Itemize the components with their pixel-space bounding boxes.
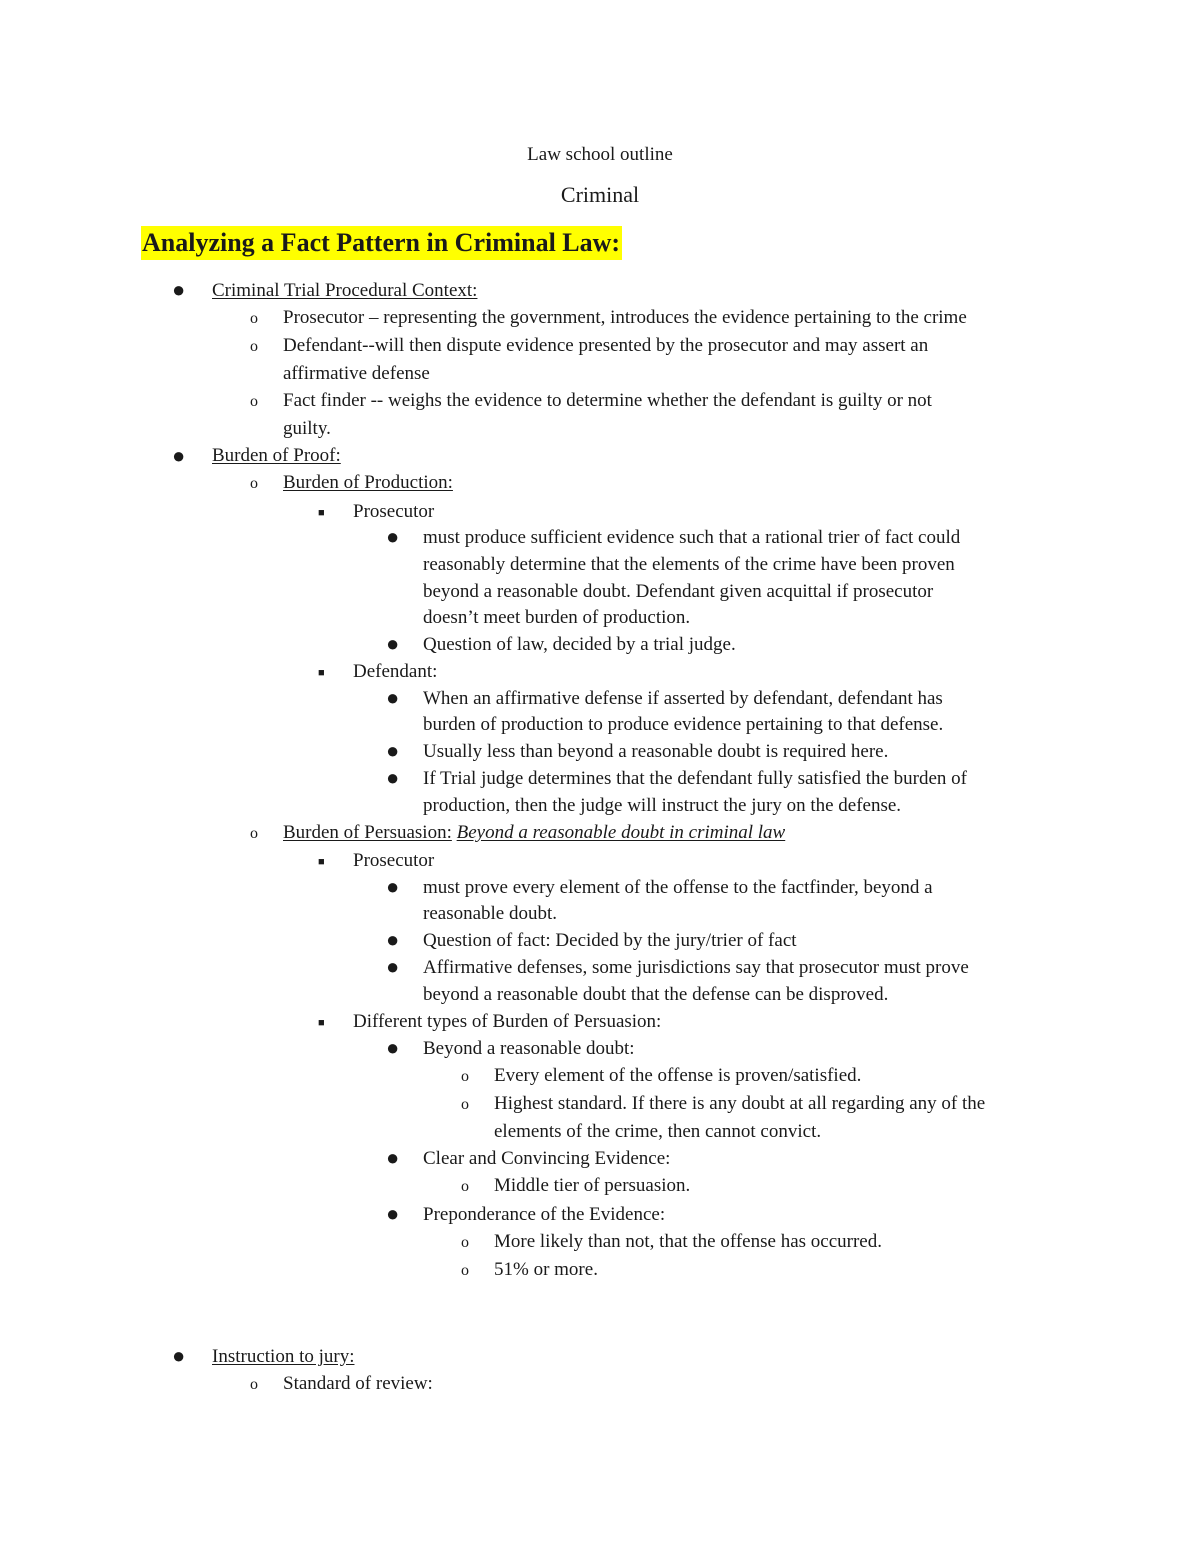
bullet-square-icon: ■ <box>318 856 325 868</box>
outline-item-burden-of-persuasion <box>283 819 785 846</box>
outline-item-affirmative-defenses-cont: beyond a reasonable doubt that the defense can be disproved. <box>423 984 889 1005</box>
bullet-dot-icon: ● <box>386 631 400 656</box>
outline-item-burden-of-proof: Burden of Proof: <box>212 445 341 466</box>
bullet-circle-icon: o <box>250 825 258 842</box>
outline-item-procedural-context: Criminal Trial Procedural Context: <box>212 280 478 301</box>
bullet-circle-icon: o <box>461 1068 469 1085</box>
bullet-dot-icon: ● <box>386 1145 400 1170</box>
outline-item-question-of-fact: Question of fact: Decided by the jury/trier of fact <box>423 930 797 951</box>
bullet-dot-icon: ● <box>386 524 400 549</box>
bullet-circle-icon: o <box>250 475 258 492</box>
persuasion-standard: Beyond a reasonable doubt in criminal law <box>456 822 786 843</box>
outline-item-prove-every-element: must prove every element of the offense to the factfinder, beyond a <box>423 877 933 898</box>
outline-item-trial-judge-cont: production, then the judge will instruct the jury on the defense. <box>423 795 902 816</box>
outline-item-production-prosecutor-req: must produce sufficient evidence such that a rational trier of fact could <box>423 527 961 548</box>
outline-item-highest-standard: Highest standard. If there is any doubt at all regarding any of the <box>494 1093 986 1114</box>
outline-item-production-prosecutor-req-cont: beyond a reasonable doubt. Defendant given acquittal if prosecutor <box>423 581 934 602</box>
outline-item-51-percent: 51% or more. <box>494 1259 598 1280</box>
bullet-dot-icon: ● <box>386 1035 400 1060</box>
bullet-circle-icon: o <box>250 1376 258 1393</box>
outline-item-more-likely: More likely than not, that the offense has occurred. <box>494 1231 882 1252</box>
outline-item-fact-finder: Fact finder -- weighs the evidence to determine whether the defendant is guilty or not <box>283 390 932 411</box>
bullet-circle-icon: o <box>461 1096 469 1113</box>
outline-item-middle-tier: Middle tier of persuasion. <box>494 1175 691 1196</box>
persuasion-label: Burden of Persuasion: <box>283 822 452 843</box>
outline-item-affirmative-defense: When an affirmative defense if asserted by defendant, defendant has <box>423 688 943 709</box>
outline-item-every-element: Every element of the offense is proven/satisfied. <box>494 1065 862 1086</box>
subject-title: Criminal <box>560 182 640 207</box>
outline-item-highest-standard-cont: elements of the crime, then cannot convict. <box>494 1121 822 1142</box>
outline-item-trial-judge: If Trial judge determines that the defendant fully satisfied the burden of <box>423 768 967 789</box>
bullet-dot-icon: ● <box>386 954 400 979</box>
outline-item-production-prosecutor: Prosecutor <box>353 501 435 522</box>
bullet-dot-icon: ● <box>386 1201 400 1226</box>
document-title: Law school outline <box>527 144 673 165</box>
bullet-square-icon: ■ <box>318 1017 325 1029</box>
bullet-dot-icon: ● <box>172 443 186 468</box>
outline-item-question-of-law: Question of law, decided by a trial judge. <box>423 634 736 655</box>
outline-item-prove-every-element-cont: reasonable doubt. <box>423 903 558 924</box>
bullet-dot-icon: ● <box>386 765 400 790</box>
section-heading: Analyzing a Fact Pattern in Criminal Law: <box>141 226 622 260</box>
bullet-dot-icon: ● <box>386 685 400 710</box>
outline-item-burden-of-production: Burden of Production: <box>283 472 453 493</box>
outline-item-persuasion-prosecutor: Prosecutor <box>353 850 435 871</box>
bullet-circle-icon: o <box>461 1262 469 1279</box>
outline-item-affirmative-defenses: Affirmative defenses, some jurisdictions say that prosecutor must prove <box>423 957 969 978</box>
outline-item-production-prosecutor-req-cont: doesn’t meet burden of production. <box>423 607 691 628</box>
outline-item-instruction-to-jury: Instruction to jury: <box>212 1346 355 1367</box>
outline-item-production-defendant: Defendant: <box>353 661 438 682</box>
bullet-circle-icon: o <box>461 1178 469 1195</box>
outline-item-clear-convincing: Clear and Convincing Evidence: <box>423 1148 671 1169</box>
bullet-circle-icon: o <box>250 310 258 327</box>
outline-item-beyond-reasonable-doubt: Beyond a reasonable doubt: <box>423 1038 635 1059</box>
bullet-dot-icon: ● <box>386 738 400 763</box>
bullet-dot-icon: ● <box>386 874 400 899</box>
outline-item-defendant-role-cont: affirmative defense <box>283 363 430 384</box>
bullet-square-icon: ■ <box>318 667 325 679</box>
outline-item-production-prosecutor-req-cont: reasonably determine that the elements of the crime have been proven <box>423 554 955 575</box>
outline-item-standard-of-review: Standard of review: <box>283 1373 433 1394</box>
bullet-circle-icon: o <box>461 1234 469 1251</box>
outline-item-prosecutor-role: Prosecutor – representing the government, introduces the evidence pertaining to the crime <box>283 307 967 328</box>
bullet-square-icon: ■ <box>318 507 325 519</box>
bullet-dot-icon: ● <box>172 1343 186 1368</box>
bullet-circle-icon: o <box>250 393 258 410</box>
outline-item-defendant-role: Defendant--will then dispute evidence presented by the prosecutor and may assert an <box>283 335 929 356</box>
outline-item-affirmative-defense-cont: burden of production to produce evidence pertaining to that defense. <box>423 714 944 735</box>
outline-item-fact-finder-cont: guilty. <box>283 418 331 439</box>
outline-item-preponderance: Preponderance of the Evidence: <box>423 1204 666 1225</box>
outline-item-types-of-persuasion: Different types of Burden of Persuasion: <box>353 1011 662 1032</box>
bullet-dot-icon: ● <box>386 927 400 952</box>
bullet-dot-icon: ● <box>172 277 186 302</box>
outline-item-usually-less: Usually less than beyond a reasonable doubt is required here. <box>423 741 889 762</box>
bullet-circle-icon: o <box>250 338 258 355</box>
